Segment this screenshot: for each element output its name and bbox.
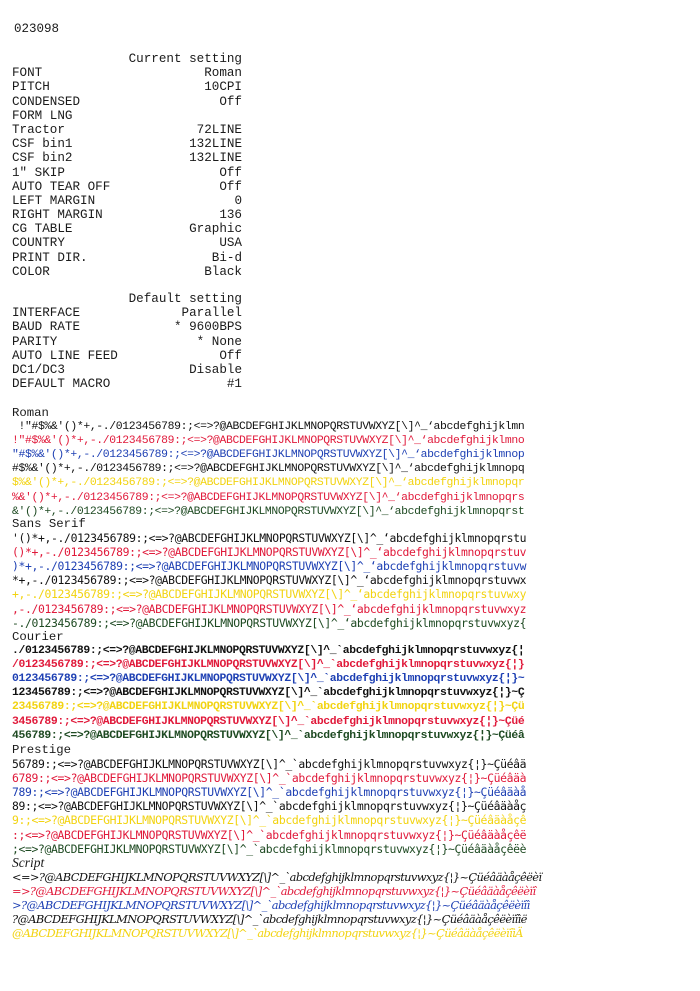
current-setting-title: Current setting bbox=[128, 52, 242, 66]
setting-row bbox=[12, 137, 242, 151]
setting-value: 72LINE bbox=[196, 122, 242, 137]
setting-label: COLOR bbox=[12, 264, 50, 279]
character-sample-line: ()*+,-./0123456789:;<=>?@ABCDEFGHIJKLMNOPQRSTUVWXYZ[\]^_‘abcdefghijklmnopqrstuv bbox=[12, 545, 527, 560]
character-sample-line: -./0123456789:;<=>?@ABCDEFGHIJKLMNOPQRSTUVWXYZ[\]^_‘abcdefghijklmnopqrstuvwxyz{ bbox=[12, 615, 527, 630]
setting-value: 136 bbox=[219, 208, 242, 223]
setting-label: Tractor bbox=[12, 122, 65, 137]
setting-label: 1" SKIP bbox=[12, 165, 65, 180]
setting-row bbox=[12, 363, 242, 377]
setting-label: AUTO TEAR OFF bbox=[12, 179, 111, 194]
setting-row bbox=[12, 95, 242, 109]
setting-value: 132LINE bbox=[189, 151, 242, 166]
character-sample-line: *+,-./0123456789:;<=>?@ABCDEFGHIJKLMNOPQRSTUVWXYZ[\]^_‘abcdefghijklmnopqrstuvwx bbox=[12, 573, 527, 588]
character-sample-line: @ABCDEFGHIJKLMNOPQRSTUVWXYZ[\]^_`abcdefghijklmnopqrstuvwxyz{¦}~ÇüéâäàåçêëèïîìÄ bbox=[12, 926, 523, 941]
setting-label: INTERFACE bbox=[12, 306, 81, 321]
setting-value: Off bbox=[219, 179, 242, 194]
character-sample-line: >?@ABCDEFGHIJKLMNOPQRSTUVWXYZ[\]^_`abcdefghijklmnopqrstuvwxyz{¦}~Çüéâäàåçêëèïîì bbox=[12, 898, 530, 913]
setting-row bbox=[12, 377, 242, 391]
character-sample-line: 56789:;<=>?@ABCDEFGHIJKLMNOPQRSTUVWXYZ[\]^_`abcdefghijklmnopqrstuvwxyz{¦}~Çüéâä bbox=[12, 757, 527, 771]
setting-row bbox=[12, 335, 242, 349]
setting-row bbox=[12, 151, 242, 165]
setting-label: CSF bin1 bbox=[12, 137, 73, 152]
setting-value: 132LINE bbox=[189, 137, 242, 152]
character-sample-line: $%&'()*+,-./0123456789:;<=>?@ABCDEFGHIJKLMNOPQRSTUVWXYZ[\]^_‘abcdefghijklmnopqr bbox=[12, 477, 525, 490]
setting-row bbox=[12, 66, 242, 80]
setting-row bbox=[12, 180, 242, 194]
character-sample-line: 9:;<=>?@ABCDEFGHIJKLMNOPQRSTUVWXYZ[\]^_`abcdefghijklmnopqrstuvwxyz{¦}~Çüéâäàåçê bbox=[12, 813, 527, 828]
setting-row bbox=[12, 194, 242, 208]
setting-row bbox=[12, 80, 242, 94]
setting-row bbox=[12, 236, 242, 250]
setting-value: Roman bbox=[204, 66, 242, 81]
character-sample-line: )*+,-./0123456789:;<=>?@ABCDEFGHIJKLMNOPQRSTUVWXYZ[\]^_‘abcdefghijklmnopqrstuvw bbox=[12, 559, 527, 574]
character-sample-line: %&'()*+,-./0123456789:;<=>?@ABCDEFGHIJKLMNOPQRSTUVWXYZ[\]^_‘abcdefghijklmnopqrs bbox=[12, 491, 525, 504]
current-setting-block bbox=[12, 52, 242, 279]
setting-label: RIGHT MARGIN bbox=[12, 208, 103, 223]
document-id: 023098 bbox=[14, 22, 60, 36]
character-sample-line: =>?@ABCDEFGHIJKLMNOPQRSTUVWXYZ[\]^_`abcdefghijklmnopqrstuvwxyz{¦}~Çüéâäàåçêëèïî bbox=[12, 884, 536, 899]
character-sample-line: 6789:;<=>?@ABCDEFGHIJKLMNOPQRSTUVWXYZ[\]^_`abcdefghijklmnopqrstuvwxyz{¦}~Çüéâäà bbox=[12, 771, 527, 786]
setting-label: FORM LNG bbox=[12, 108, 73, 123]
character-sample-line: '()*+,-./0123456789:;<=>?@ABCDEFGHIJKLMNOPQRSTUVWXYZ[\]^_‘abcdefghijklmnopqrstu bbox=[12, 531, 527, 545]
setting-row bbox=[12, 306, 242, 320]
setting-label: PRINT DIR. bbox=[12, 250, 88, 265]
character-sample-line: <=>?@ABCDEFGHIJKLMNOPQRSTUVWXYZ[\]^_`abcdefghijklmnopqrstuvwxyz{¦}~Çüéâäàåçêëèï bbox=[12, 870, 542, 884]
setting-label: DEFAULT MACRO bbox=[12, 377, 111, 392]
font-section-label: Prestige bbox=[12, 743, 72, 757]
setting-row bbox=[12, 222, 242, 236]
setting-value: Off bbox=[219, 94, 242, 109]
character-sample-line: "#$%&'()*+,-./0123456789:;<=>?@ABCDEFGHIJKLMNOPQRSTUVWXYZ[\]^_‘abcdefghijklmnop bbox=[12, 449, 525, 462]
setting-label: FONT bbox=[12, 66, 43, 81]
setting-row bbox=[12, 123, 242, 137]
default-setting-block bbox=[12, 292, 242, 391]
setting-label: CG TABLE bbox=[12, 222, 73, 237]
character-sample-line: ;<=>?@ABCDEFGHIJKLMNOPQRSTUVWXYZ[\]^_`abcdefghijklmnopqrstuvwxyz{¦}~Çüéâäàåçêëè bbox=[12, 841, 527, 856]
setting-label: AUTO LINE FEED bbox=[12, 348, 118, 363]
character-sample-line: 789:;<=>?@ABCDEFGHIJKLMNOPQRSTUVWXYZ[\]^_`abcdefghijklmnopqrstuvwxyz{¦}~Çüéâäàå bbox=[12, 785, 527, 800]
setting-row bbox=[12, 166, 242, 180]
setting-row bbox=[12, 265, 242, 279]
setting-label: CSF bin2 bbox=[12, 151, 73, 166]
setting-value: Bi-d bbox=[211, 250, 242, 265]
setting-value: Off bbox=[219, 348, 242, 363]
setting-value: USA bbox=[219, 236, 242, 251]
setting-label: PARITY bbox=[12, 334, 58, 349]
character-sample-line: /0123456789:;<=>?@ABCDEFGHIJKLMNOPQRSTUVWXYZ[\]^_`abcdefghijklmnopqrstuvwxyz{¦} bbox=[12, 659, 525, 672]
setting-value: Parallel bbox=[181, 306, 242, 321]
character-sample-line: 456789:;<=>?@ABCDEFGHIJKLMNOPQRSTUVWXYZ[\]^_`abcdefghijklmnopqrstuvwxyz{¦}~Çüéâ bbox=[12, 729, 525, 742]
default-setting-title: Default setting bbox=[128, 292, 242, 306]
setting-label: DC1/DC3 bbox=[12, 362, 65, 377]
setting-row bbox=[12, 109, 242, 123]
setting-value: Off bbox=[219, 165, 242, 180]
character-sample-line: ./0123456789:;<=>?@ABCDEFGHIJKLMNOPQRSTUVWXYZ[\]^_`abcdefghijklmnopqrstuvwxyz{¦ bbox=[12, 645, 525, 657]
character-sample-line: +,-./0123456789:;<=>?@ABCDEFGHIJKLMNOPQRSTUVWXYZ[\]^_‘abcdefghijklmnopqrstuvwxy bbox=[12, 587, 527, 602]
setting-value: #1 bbox=[226, 377, 242, 392]
character-sample-line: 89:;<=>?@ABCDEFGHIJKLMNOPQRSTUVWXYZ[\]^_`abcdefghijklmnopqrstuvwxyz{¦}~Çüéâäàåç bbox=[12, 799, 527, 814]
setting-row bbox=[12, 251, 242, 265]
character-sample-line: ,-./0123456789:;<=>?@ABCDEFGHIJKLMNOPQRSTUVWXYZ[\]^_‘abcdefghijklmnopqrstuvwxyz bbox=[12, 601, 527, 616]
setting-row bbox=[12, 208, 242, 222]
setting-value: Graphic bbox=[189, 222, 242, 237]
setting-label: BAUD RATE bbox=[12, 320, 81, 335]
setting-value: Black bbox=[204, 264, 242, 279]
setting-label: COUNTRY bbox=[12, 236, 65, 251]
font-section-label: Script bbox=[12, 855, 45, 870]
font-section-label: Roman bbox=[12, 406, 49, 420]
character-sample-line: 123456789:;<=>?@ABCDEFGHIJKLMNOPQRSTUVWXYZ[\]^_`abcdefghijklmnopqrstuvwxyz{¦}~Ç bbox=[12, 687, 525, 700]
character-sample-line: 23456789:;<=>?@ABCDEFGHIJKLMNOPQRSTUVWXYZ[\]^_`abcdefghijklmnopqrstuvwxyz{¦}~Çü bbox=[12, 701, 525, 714]
setting-label: PITCH bbox=[12, 80, 50, 95]
character-sample-line: !"#$%&'()*+,-./0123456789:;<=>?@ABCDEFGHIJKLMNOPQRSTUVWXYZ[\]^_‘abcdefghijklmn bbox=[12, 421, 525, 433]
character-sample-line: &'()*+,-./0123456789:;<=>?@ABCDEFGHIJKLMNOPQRSTUVWXYZ[\]^_‘abcdefghijklmnopqrst bbox=[12, 505, 525, 518]
font-section-label: Sans Serif bbox=[12, 517, 86, 531]
setting-row bbox=[12, 320, 242, 334]
character-sample-line: ?@ABCDEFGHIJKLMNOPQRSTUVWXYZ[\]^_`abcdefghijklmnopqrstuvwxyz{¦}~Çüéâäàåçêëèïîìë bbox=[12, 912, 527, 927]
setting-value: Disable bbox=[189, 362, 242, 377]
font-section-label: Courier bbox=[12, 630, 64, 644]
character-sample-line: 3456789:;<=>?@ABCDEFGHIJKLMNOPQRSTUVWXYZ[\]^_`abcdefghijklmnopqrstuvwxyz{¦}~Çüé bbox=[12, 715, 525, 728]
setting-value: * 9600BPS bbox=[173, 320, 242, 335]
character-sample-line: 0123456789:;<=>?@ABCDEFGHIJKLMNOPQRSTUVWXYZ[\]^_`abcdefghijklmnopqrstuvwxyz{¦}~ bbox=[12, 673, 525, 686]
setting-label: CONDENSED bbox=[12, 94, 81, 109]
character-sample-line: !"#$%&'()*+,-./0123456789:;<=>?@ABCDEFGHIJKLMNOPQRSTUVWXYZ[\]^_‘abcdefghijklmno bbox=[12, 435, 525, 448]
setting-label: LEFT MARGIN bbox=[12, 193, 96, 208]
setting-row bbox=[12, 349, 242, 363]
setting-value: 0 bbox=[234, 193, 242, 208]
character-sample-line: :;<=>?@ABCDEFGHIJKLMNOPQRSTUVWXYZ[\]^_`abcdefghijklmnopqrstuvwxyz{¦}~Çüéâäàåçêë bbox=[12, 827, 527, 842]
setting-value: 10CPI bbox=[204, 80, 242, 95]
character-sample-line: #$%&'()*+,-./0123456789:;<=>?@ABCDEFGHIJKLMNOPQRSTUVWXYZ[\]^_‘abcdefghijklmnopq bbox=[12, 463, 525, 476]
setting-value: * None bbox=[196, 334, 242, 349]
